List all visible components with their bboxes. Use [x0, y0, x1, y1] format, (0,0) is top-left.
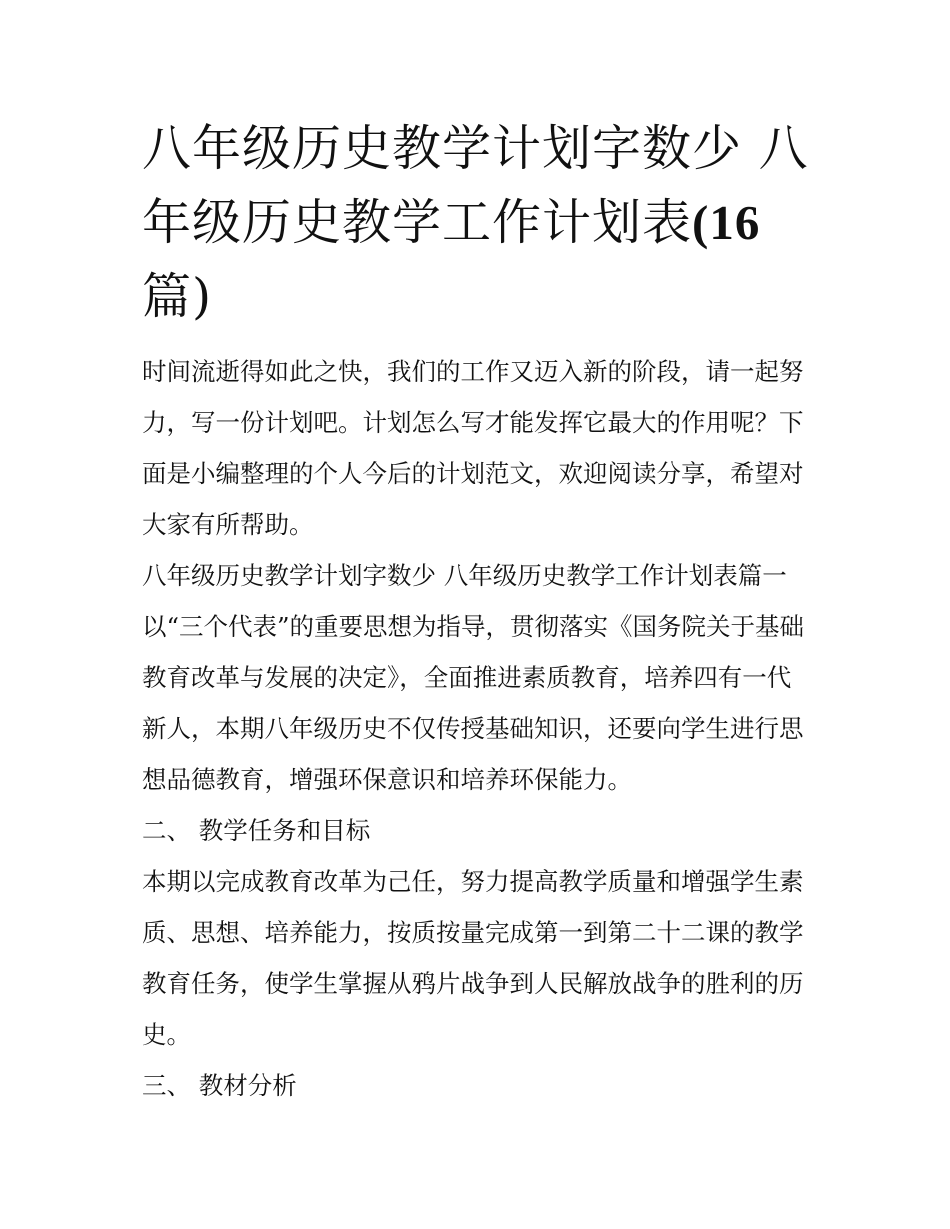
heading-teaching-tasks: 二、 教学任务和目标: [142, 816, 371, 845]
intro-paragraph: 时间流逝得如此之快，我们的工作又迈入新的阶段，请一起努力，写一份计划吧。计划怎么写才能发挥它最大的作用呢？下面是小编整理的个人今后的计划范文，欢迎阅读分享，希望对大家有所帮助。: [142, 357, 804, 539]
heading-textbook-analysis: 三、 教材分析: [142, 1071, 297, 1100]
document-title: [142, 112, 814, 334]
guiding-paragraph: 以“三个代表”的重要思想为指导，贯彻落实《国务院关于基础教育改革与发展的决定》，全面推进素质教育，培养四有一代新人，本期八年级历史不仅传授基础知识，还要向学生进行思想品德教育，增强环保意识和培养环保能力。: [142, 612, 805, 794]
task-paragraph: 本期以完成教育改革为己任，努力提高教学质量和增强学生素质、思想、培养能力，按质按量完成第一到第二十二课的教学教育任务，使学生掌握从鸦片战争到人民解放战争的胜利的历史。: [142, 867, 804, 1049]
title-suffix: 篇): [142, 268, 213, 325]
document-page: [142, 112, 814, 1111]
title-count: (16: [692, 195, 761, 250]
section-title: 八年级历史教学计划字数少 八年级历史教学工作计划表篇一: [142, 561, 787, 590]
title-text: 八年级历史教学计划字数少 八年级历史教学工作计划表: [142, 120, 809, 251]
